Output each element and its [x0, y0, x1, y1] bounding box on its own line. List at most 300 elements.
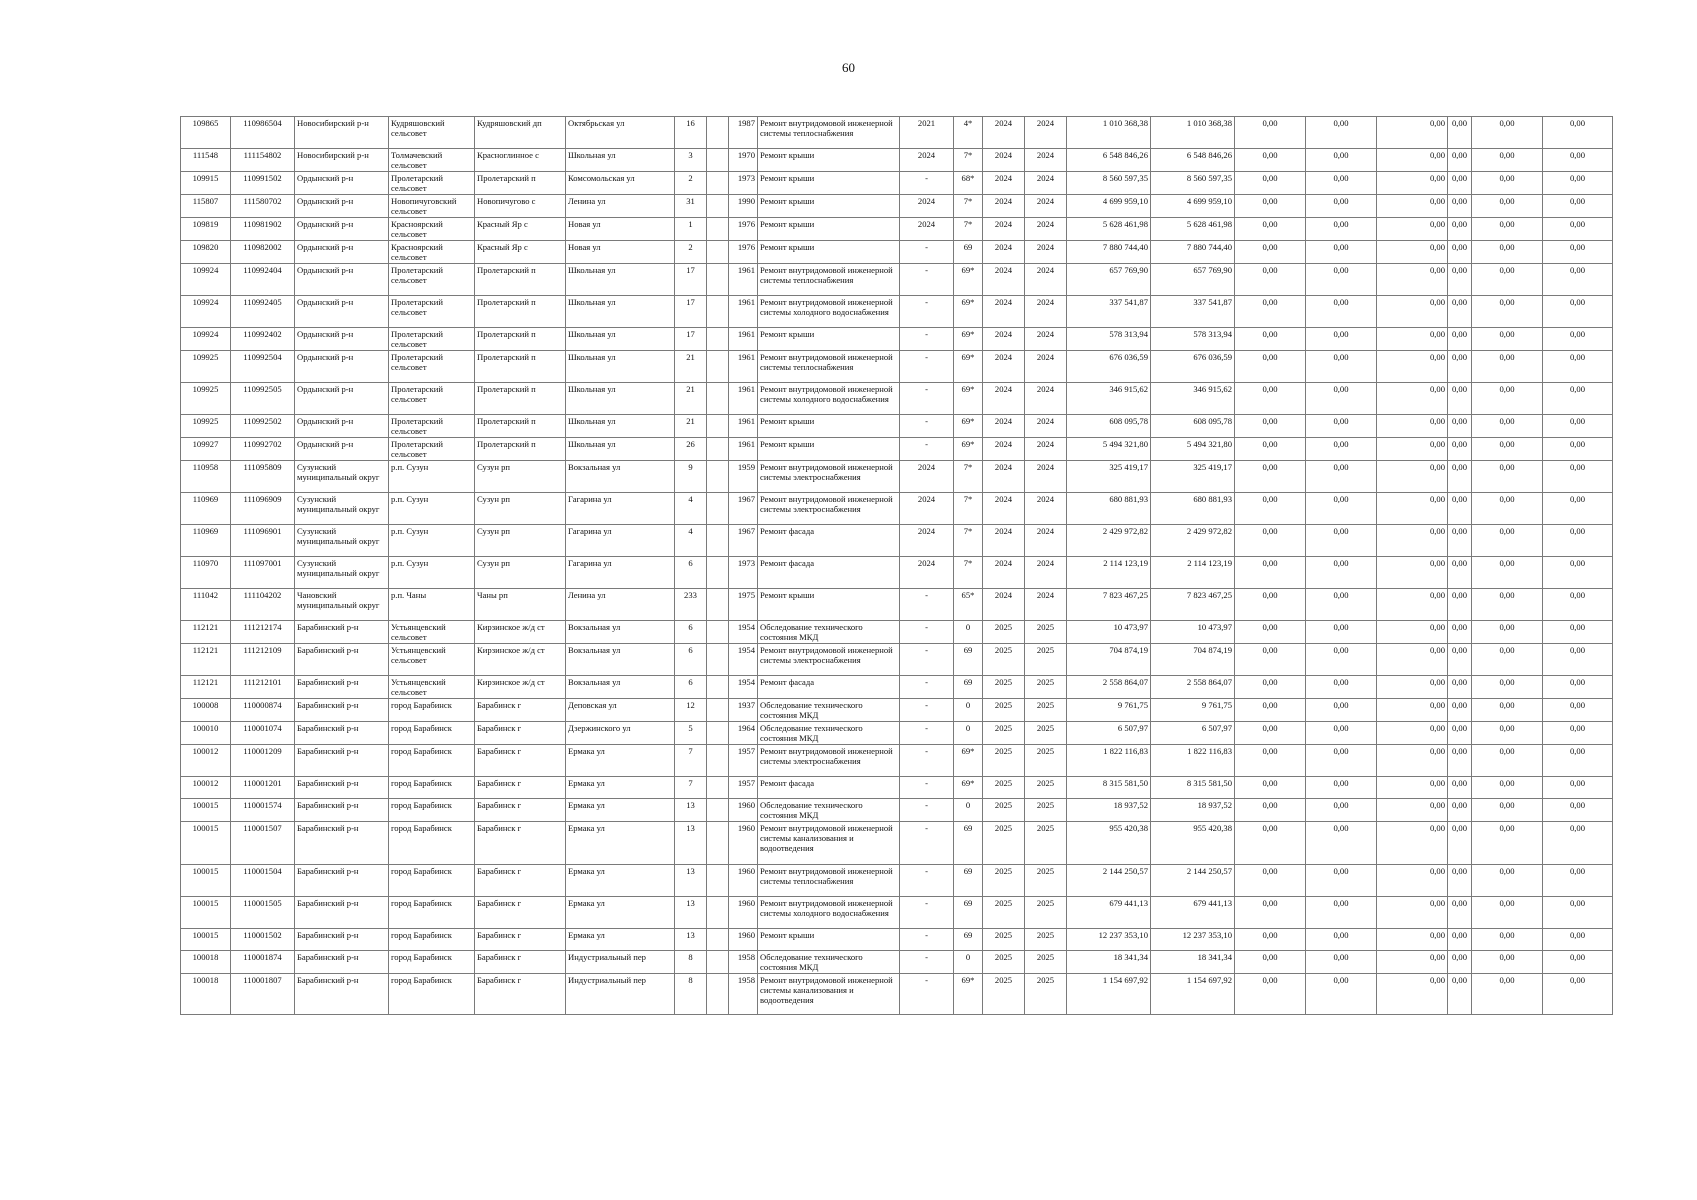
- cell-building-letter: [707, 438, 729, 461]
- cell-object-code: 110001574: [231, 799, 295, 822]
- cell-street: Гагарина ул: [566, 525, 675, 557]
- cell-total-cost: 7 823 467,25: [1067, 589, 1151, 621]
- cell-building-letter: [707, 951, 729, 974]
- cell-object-code: 110001504: [231, 865, 295, 897]
- cell-object-code: 110001074: [231, 722, 295, 745]
- cell-regional-budget: 0,00: [1235, 745, 1306, 777]
- cell-street: Школьная ул: [566, 415, 675, 438]
- cell-prev-repair-year: 2024: [900, 493, 954, 525]
- cell-object-code: 111095809: [231, 461, 295, 493]
- cell-row-id: 109925: [181, 415, 231, 438]
- cell-house-number: 6: [675, 557, 707, 589]
- cell-fund-cost: 18 341,34: [1151, 951, 1235, 974]
- cell-plan-start-year: 2025: [983, 865, 1025, 897]
- cell-owner-funds: 0,00: [1377, 241, 1448, 264]
- cell-owner-funds: 0,00: [1377, 557, 1448, 589]
- cell-plan-start-year: 2024: [983, 461, 1025, 493]
- cell-settlement: Кудряшовский дп: [475, 117, 566, 149]
- cell-municipality: Пролетарский сельсовет: [389, 415, 475, 438]
- cell-fund-cost: 2 114 123,19: [1151, 557, 1235, 589]
- cell-district: Барабинский р-н: [295, 865, 389, 897]
- cell-object-code: 110001807: [231, 974, 295, 1015]
- cell-plan-end-year: 2024: [1025, 438, 1067, 461]
- cell-plan-end-year: 2025: [1025, 865, 1067, 897]
- cell-work-type: Ремонт крыши: [758, 195, 900, 218]
- cell-house-number: 13: [675, 897, 707, 929]
- cell-build-year: 1961: [729, 264, 758, 296]
- cell-wear-percent: 69*: [954, 777, 983, 799]
- cell-plan-start-year: 2025: [983, 621, 1025, 644]
- cell-municipality: Пролетарский сельсовет: [389, 438, 475, 461]
- cell-fund-cost: 1 822 116,83: [1151, 745, 1235, 777]
- cell-build-year: 1957: [729, 777, 758, 799]
- registry-table: [180, 116, 1613, 1015]
- cell-work-type: Ремонт внутридомовой инженерной системы теплоснабжения: [758, 351, 900, 383]
- cell-plan-start-year: 2024: [983, 438, 1025, 461]
- cell-local-budget: 0,00: [1306, 951, 1377, 974]
- cell-total-cost: 704 874,19: [1067, 644, 1151, 676]
- cell-settlement: Пролетарский п: [475, 415, 566, 438]
- cell-work-type: Обследование технического состояния МКД: [758, 799, 900, 822]
- cell-regional-budget: 0,00: [1235, 822, 1306, 865]
- cell-district: Барабинский р-н: [295, 676, 389, 699]
- cell-wear-percent: 68*: [954, 172, 983, 195]
- cell-settlement: Красный Яр с: [475, 241, 566, 264]
- cell-row-id: 109915: [181, 172, 231, 195]
- cell-building-letter: [707, 117, 729, 149]
- cell-district: Ордынский р-н: [295, 383, 389, 415]
- cell-regional-budget: 0,00: [1235, 415, 1306, 438]
- cell-plan-end-year: 2025: [1025, 722, 1067, 745]
- cell-local-budget: 0,00: [1306, 777, 1377, 799]
- cell-settlement: Пролетарский п: [475, 296, 566, 328]
- cell-street: Школьная ул: [566, 328, 675, 351]
- cell-owner-funds: 0,00: [1377, 722, 1448, 745]
- cell-prev-repair-year: -: [900, 438, 954, 461]
- cell-work-type: Ремонт крыши: [758, 172, 900, 195]
- cell-fund-cost: 5 494 321,80: [1151, 438, 1235, 461]
- cell-owner-funds: 0,00: [1377, 264, 1448, 296]
- cell-local-budget: 0,00: [1306, 676, 1377, 699]
- cell-plan-start-year: 2024: [983, 525, 1025, 557]
- cell-prev-repair-year: -: [900, 929, 954, 951]
- cell-settlement: Пролетарский п: [475, 351, 566, 383]
- table-row: [181, 241, 1613, 264]
- cell-municipality: город Барабинск: [389, 822, 475, 865]
- cell-work-type: Ремонт фасада: [758, 557, 900, 589]
- cell-object-code: 111212174: [231, 621, 295, 644]
- cell-other-funds-2: 0,00: [1543, 974, 1613, 1015]
- cell-other-funds-2: 0,00: [1543, 438, 1613, 461]
- cell-district: Барабинский р-н: [295, 621, 389, 644]
- cell-house-number: 13: [675, 822, 707, 865]
- table-row: [181, 929, 1613, 951]
- cell-house-number: 7: [675, 777, 707, 799]
- cell-street: Гагарина ул: [566, 557, 675, 589]
- cell-other-funds-2: 0,00: [1543, 745, 1613, 777]
- cell-municipality: город Барабинск: [389, 777, 475, 799]
- cell-municipality: Устьянцевский сельсовет: [389, 644, 475, 676]
- cell-local-budget: 0,00: [1306, 438, 1377, 461]
- cell-object-code: 111097001: [231, 557, 295, 589]
- cell-prev-repair-year: -: [900, 415, 954, 438]
- cell-plan-end-year: 2025: [1025, 897, 1067, 929]
- cell-wear-percent: 69*: [954, 415, 983, 438]
- cell-row-id: 112121: [181, 621, 231, 644]
- table-row: [181, 172, 1613, 195]
- cell-house-number: 2: [675, 241, 707, 264]
- cell-wear-percent: 69: [954, 676, 983, 699]
- cell-plan-end-year: 2024: [1025, 117, 1067, 149]
- cell-regional-budget: 0,00: [1235, 929, 1306, 951]
- cell-other-funds-1: 0,00: [1472, 493, 1543, 525]
- cell-other-funds-2: 0,00: [1543, 897, 1613, 929]
- cell-street: Новая ул: [566, 218, 675, 241]
- cell-other-funds-1: 0,00: [1472, 777, 1543, 799]
- cell-local-budget: 0,00: [1306, 296, 1377, 328]
- cell-prev-repair-year: 2024: [900, 461, 954, 493]
- cell-other-funds-2: 0,00: [1543, 621, 1613, 644]
- cell-building-letter: [707, 974, 729, 1015]
- cell-object-code: 111212109: [231, 644, 295, 676]
- cell-owner-funds: 0,00: [1377, 296, 1448, 328]
- cell-fund-cost: 7 880 744,40: [1151, 241, 1235, 264]
- cell-plan-end-year: 2025: [1025, 929, 1067, 951]
- cell-local-budget: 0,00: [1306, 722, 1377, 745]
- cell-regional-budget: 0,00: [1235, 974, 1306, 1015]
- cell-prev-repair-year: 2021: [900, 117, 954, 149]
- cell-local-budget: 0,00: [1306, 644, 1377, 676]
- cell-total-cost: 5 628 461,98: [1067, 218, 1151, 241]
- cell-settlement: Барабинск г: [475, 722, 566, 745]
- cell-wear-percent: 69: [954, 241, 983, 264]
- cell-plan-start-year: 2024: [983, 328, 1025, 351]
- cell-total-cost: 325 419,17: [1067, 461, 1151, 493]
- cell-street: Гагарина ул: [566, 493, 675, 525]
- cell-prev-repair-year: -: [900, 722, 954, 745]
- cell-building-letter: [707, 699, 729, 722]
- cell-row-id: 100015: [181, 897, 231, 929]
- cell-total-cost: 4 699 959,10: [1067, 195, 1151, 218]
- cell-plan-end-year: 2024: [1025, 218, 1067, 241]
- cell-local-budget: 0,00: [1306, 351, 1377, 383]
- cell-plan-end-year: 2024: [1025, 557, 1067, 589]
- cell-plan-start-year: 2024: [983, 218, 1025, 241]
- cell-work-type: Обследование технического состояния МКД: [758, 722, 900, 745]
- cell-plan-end-year: 2025: [1025, 799, 1067, 822]
- cell-other-funds-1: 0,00: [1472, 461, 1543, 493]
- cell-other-funds-1: 0,00: [1472, 195, 1543, 218]
- cell-plan-end-year: 2025: [1025, 676, 1067, 699]
- cell-local-budget: 0,00: [1306, 897, 1377, 929]
- cell-local-budget: 0,00: [1306, 493, 1377, 525]
- cell-other-funds-2: 0,00: [1543, 218, 1613, 241]
- table-row: [181, 296, 1613, 328]
- cell-building-letter: [707, 822, 729, 865]
- cell-total-cost: 578 313,94: [1067, 328, 1151, 351]
- cell-extra-funds: 0,00: [1448, 822, 1472, 865]
- cell-wear-percent: 69*: [954, 296, 983, 328]
- cell-build-year: 1987: [729, 117, 758, 149]
- cell-other-funds-2: 0,00: [1543, 328, 1613, 351]
- cell-settlement: Сузун рп: [475, 461, 566, 493]
- cell-district: Барабинский р-н: [295, 929, 389, 951]
- cell-prev-repair-year: -: [900, 264, 954, 296]
- cell-extra-funds: 0,00: [1448, 951, 1472, 974]
- cell-house-number: 17: [675, 296, 707, 328]
- cell-work-type: Ремонт фасада: [758, 525, 900, 557]
- cell-municipality: Кудряшовский сельсовет: [389, 117, 475, 149]
- cell-extra-funds: 0,00: [1448, 264, 1472, 296]
- cell-regional-budget: 0,00: [1235, 525, 1306, 557]
- cell-municipality: Красноярский сельсовет: [389, 218, 475, 241]
- cell-house-number: 3: [675, 149, 707, 172]
- cell-plan-start-year: 2025: [983, 644, 1025, 676]
- cell-building-letter: [707, 351, 729, 383]
- cell-local-budget: 0,00: [1306, 241, 1377, 264]
- cell-settlement: Барабинск г: [475, 951, 566, 974]
- table-body: [181, 117, 1613, 1015]
- cell-object-code: 110001209: [231, 745, 295, 777]
- table-row: [181, 149, 1613, 172]
- cell-owner-funds: 0,00: [1377, 172, 1448, 195]
- cell-row-id: 109820: [181, 241, 231, 264]
- cell-municipality: р.п. Сузун: [389, 525, 475, 557]
- cell-settlement: Барабинск г: [475, 745, 566, 777]
- table-row: [181, 117, 1613, 149]
- cell-plan-end-year: 2024: [1025, 351, 1067, 383]
- table-row: [181, 865, 1613, 897]
- cell-plan-end-year: 2025: [1025, 822, 1067, 865]
- cell-plan-start-year: 2024: [983, 172, 1025, 195]
- cell-other-funds-2: 0,00: [1543, 493, 1613, 525]
- cell-build-year: 1975: [729, 589, 758, 621]
- cell-build-year: 1959: [729, 461, 758, 493]
- cell-other-funds-1: 0,00: [1472, 241, 1543, 264]
- cell-street: Ермака ул: [566, 822, 675, 865]
- cell-plan-end-year: 2024: [1025, 589, 1067, 621]
- cell-build-year: 1958: [729, 951, 758, 974]
- cell-prev-repair-year: -: [900, 865, 954, 897]
- cell-local-budget: 0,00: [1306, 699, 1377, 722]
- cell-build-year: 1937: [729, 699, 758, 722]
- cell-wear-percent: 0: [954, 799, 983, 822]
- cell-local-budget: 0,00: [1306, 383, 1377, 415]
- cell-plan-start-year: 2025: [983, 822, 1025, 865]
- cell-building-letter: [707, 589, 729, 621]
- cell-other-funds-2: 0,00: [1543, 172, 1613, 195]
- cell-row-id: 100012: [181, 745, 231, 777]
- cell-fund-cost: 10 473,97: [1151, 621, 1235, 644]
- cell-fund-cost: 18 937,52: [1151, 799, 1235, 822]
- cell-build-year: 1973: [729, 172, 758, 195]
- cell-settlement: Пролетарский п: [475, 438, 566, 461]
- cell-fund-cost: 704 874,19: [1151, 644, 1235, 676]
- cell-total-cost: 337 541,87: [1067, 296, 1151, 328]
- cell-row-id: 100015: [181, 799, 231, 822]
- cell-work-type: Ремонт внутридомовой инженерной системы холодного водоснабжения: [758, 897, 900, 929]
- cell-district: Ордынский р-н: [295, 415, 389, 438]
- cell-house-number: 8: [675, 951, 707, 974]
- cell-build-year: 1960: [729, 929, 758, 951]
- cell-owner-funds: 0,00: [1377, 822, 1448, 865]
- cell-street: Школьная ул: [566, 383, 675, 415]
- cell-other-funds-1: 0,00: [1472, 557, 1543, 589]
- cell-other-funds-1: 0,00: [1472, 621, 1543, 644]
- cell-owner-funds: 0,00: [1377, 195, 1448, 218]
- cell-wear-percent: 0: [954, 722, 983, 745]
- cell-object-code: 111096909: [231, 493, 295, 525]
- cell-regional-budget: 0,00: [1235, 676, 1306, 699]
- cell-settlement: Сузун рп: [475, 493, 566, 525]
- cell-fund-cost: 6 548 846,26: [1151, 149, 1235, 172]
- cell-house-number: 31: [675, 195, 707, 218]
- cell-other-funds-1: 0,00: [1472, 929, 1543, 951]
- cell-building-letter: [707, 195, 729, 218]
- cell-row-id: 110969: [181, 493, 231, 525]
- cell-plan-start-year: 2025: [983, 799, 1025, 822]
- cell-plan-start-year: 2024: [983, 493, 1025, 525]
- cell-owner-funds: 0,00: [1377, 745, 1448, 777]
- cell-street: Школьная ул: [566, 351, 675, 383]
- cell-object-code: 110991502: [231, 172, 295, 195]
- cell-other-funds-1: 0,00: [1472, 172, 1543, 195]
- cell-object-code: 110992504: [231, 351, 295, 383]
- cell-other-funds-1: 0,00: [1472, 117, 1543, 149]
- cell-prev-repair-year: -: [900, 699, 954, 722]
- cell-fund-cost: 679 441,13: [1151, 897, 1235, 929]
- cell-other-funds-2: 0,00: [1543, 865, 1613, 897]
- cell-regional-budget: 0,00: [1235, 383, 1306, 415]
- cell-district: Барабинский р-н: [295, 822, 389, 865]
- cell-regional-budget: 0,00: [1235, 461, 1306, 493]
- cell-owner-funds: 0,00: [1377, 621, 1448, 644]
- cell-prev-repair-year: -: [900, 172, 954, 195]
- cell-wear-percent: 69: [954, 897, 983, 929]
- cell-total-cost: 2 144 250,57: [1067, 865, 1151, 897]
- cell-other-funds-1: 0,00: [1472, 383, 1543, 415]
- cell-regional-budget: 0,00: [1235, 589, 1306, 621]
- cell-total-cost: 676 036,59: [1067, 351, 1151, 383]
- cell-other-funds-1: 0,00: [1472, 264, 1543, 296]
- cell-local-budget: 0,00: [1306, 557, 1377, 589]
- cell-plan-end-year: 2024: [1025, 149, 1067, 172]
- cell-district: Ордынский р-н: [295, 195, 389, 218]
- cell-other-funds-2: 0,00: [1543, 799, 1613, 822]
- cell-other-funds-2: 0,00: [1543, 951, 1613, 974]
- cell-build-year: 1961: [729, 328, 758, 351]
- cell-fund-cost: 680 881,93: [1151, 493, 1235, 525]
- cell-district: Ордынский р-н: [295, 264, 389, 296]
- cell-regional-budget: 0,00: [1235, 172, 1306, 195]
- cell-street: Ермака ул: [566, 865, 675, 897]
- cell-plan-start-year: 2025: [983, 974, 1025, 1015]
- cell-prev-repair-year: -: [900, 328, 954, 351]
- cell-build-year: 1954: [729, 621, 758, 644]
- cell-district: Барабинский р-н: [295, 644, 389, 676]
- cell-object-code: 111154802: [231, 149, 295, 172]
- cell-owner-funds: 0,00: [1377, 897, 1448, 929]
- cell-build-year: 1960: [729, 799, 758, 822]
- cell-owner-funds: 0,00: [1377, 676, 1448, 699]
- cell-settlement: Пролетарский п: [475, 172, 566, 195]
- cell-build-year: 1961: [729, 383, 758, 415]
- cell-plan-end-year: 2024: [1025, 525, 1067, 557]
- table-row: [181, 383, 1613, 415]
- cell-prev-repair-year: -: [900, 383, 954, 415]
- cell-plan-end-year: 2024: [1025, 241, 1067, 264]
- cell-house-number: 8: [675, 974, 707, 1015]
- cell-wear-percent: 69*: [954, 974, 983, 1015]
- cell-regional-budget: 0,00: [1235, 644, 1306, 676]
- cell-settlement: Пролетарский п: [475, 383, 566, 415]
- cell-prev-repair-year: -: [900, 644, 954, 676]
- cell-owner-funds: 0,00: [1377, 218, 1448, 241]
- cell-work-type: Ремонт внутридомовой инженерной системы электроснабжения: [758, 493, 900, 525]
- cell-district: Барабинский р-н: [295, 799, 389, 822]
- cell-settlement: Барабинск г: [475, 822, 566, 865]
- cell-regional-budget: 0,00: [1235, 264, 1306, 296]
- cell-wear-percent: 69*: [954, 745, 983, 777]
- cell-district: Ордынский р-н: [295, 241, 389, 264]
- cell-wear-percent: 0: [954, 699, 983, 722]
- cell-other-funds-1: 0,00: [1472, 699, 1543, 722]
- cell-object-code: 110992404: [231, 264, 295, 296]
- cell-work-type: Ремонт крыши: [758, 589, 900, 621]
- cell-other-funds-1: 0,00: [1472, 745, 1543, 777]
- cell-row-id: 110970: [181, 557, 231, 589]
- cell-extra-funds: 0,00: [1448, 745, 1472, 777]
- cell-work-type: Ремонт внутридомовой инженерной системы теплоснабжения: [758, 264, 900, 296]
- cell-regional-budget: 0,00: [1235, 699, 1306, 722]
- cell-district: Ордынский р-н: [295, 296, 389, 328]
- cell-work-type: Ремонт крыши: [758, 328, 900, 351]
- cell-owner-funds: 0,00: [1377, 525, 1448, 557]
- cell-row-id: 109865: [181, 117, 231, 149]
- cell-wear-percent: 0: [954, 951, 983, 974]
- cell-building-letter: [707, 296, 729, 328]
- cell-house-number: 21: [675, 415, 707, 438]
- cell-extra-funds: 0,00: [1448, 415, 1472, 438]
- cell-owner-funds: 0,00: [1377, 699, 1448, 722]
- cell-object-code: 110001507: [231, 822, 295, 865]
- table-row: [181, 621, 1613, 644]
- cell-settlement: Сузун рп: [475, 557, 566, 589]
- cell-wear-percent: 69: [954, 822, 983, 865]
- cell-municipality: Пролетарский сельсовет: [389, 264, 475, 296]
- cell-work-type: Ремонт внутридомовой инженерной системы электроснабжения: [758, 461, 900, 493]
- cell-municipality: р.п. Сузун: [389, 461, 475, 493]
- cell-other-funds-2: 0,00: [1543, 195, 1613, 218]
- table-row: [181, 438, 1613, 461]
- cell-street: Ермака ул: [566, 745, 675, 777]
- cell-work-type: Ремонт внутридомовой инженерной системы теплоснабжения: [758, 865, 900, 897]
- cell-other-funds-1: 0,00: [1472, 351, 1543, 383]
- table-row: [181, 799, 1613, 822]
- cell-extra-funds: 0,00: [1448, 865, 1472, 897]
- cell-work-type: Обследование технического состояния МКД: [758, 621, 900, 644]
- cell-plan-start-year: 2024: [983, 117, 1025, 149]
- cell-municipality: Толмачевский сельсовет: [389, 149, 475, 172]
- cell-fund-cost: 2 144 250,57: [1151, 865, 1235, 897]
- cell-prev-repair-year: -: [900, 676, 954, 699]
- cell-local-budget: 0,00: [1306, 974, 1377, 1015]
- cell-fund-cost: 5 628 461,98: [1151, 218, 1235, 241]
- cell-municipality: Новопичуговский сельсовет: [389, 195, 475, 218]
- cell-district: Ордынский р-н: [295, 172, 389, 195]
- cell-local-budget: 0,00: [1306, 525, 1377, 557]
- cell-extra-funds: 0,00: [1448, 897, 1472, 929]
